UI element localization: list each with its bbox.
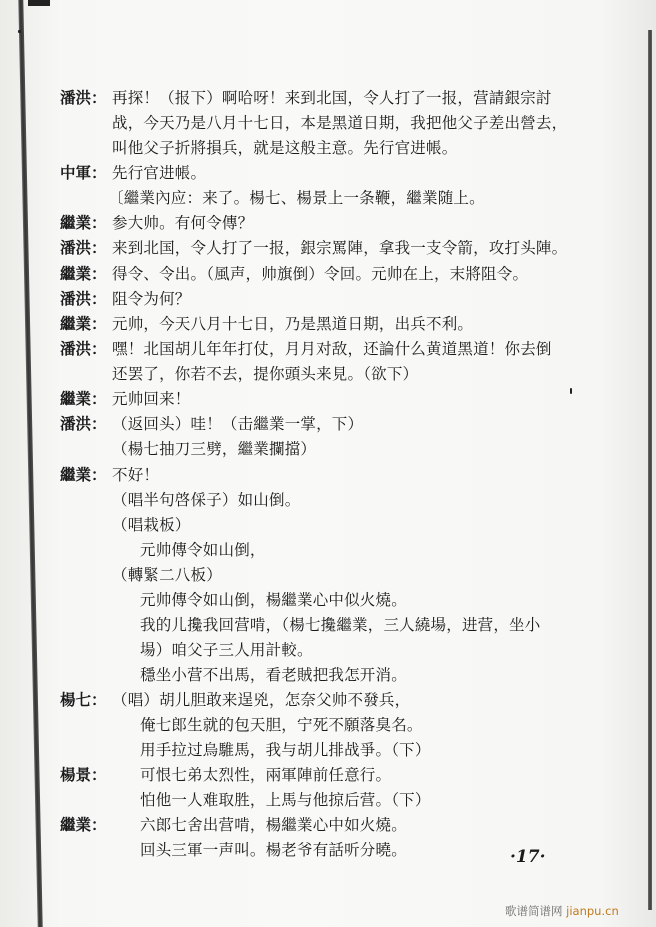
- binding-shadow-left: [18, 0, 42, 927]
- script-line: 回头三軍一声叫。楊老爷有話听分曉。: [140, 841, 407, 859]
- script-line: （轉緊二八板）: [112, 566, 222, 584]
- script-line: 元帅，今天八月十七日，乃是黑道日期，出兵不利。: [112, 315, 474, 333]
- script-line: （唱栽板）: [112, 516, 191, 534]
- speaker-label: 潘洪：: [60, 339, 107, 358]
- speaker-label: 潘洪：: [60, 289, 107, 308]
- speaker-label: 繼業：: [60, 314, 107, 333]
- script-line: 来到北国，令人打了一报，銀宗罵陣，拿我一支令箭，攻打头陣。: [112, 239, 568, 257]
- script-line: （唱）胡儿胆敢来逞兇，怎奈父帅不發兵，: [112, 691, 411, 709]
- page-number: ·17·: [510, 847, 546, 867]
- speaker-label: 繼業：: [60, 264, 107, 283]
- script-line: 俺七郎生就的包天胆，宁死不願落臭名。: [140, 716, 423, 734]
- script-line: 場）咱父子三人用計較。: [140, 641, 313, 659]
- speaker-label: 潘洪：: [60, 88, 107, 107]
- script-line: 先行官进帳。: [112, 164, 207, 182]
- script-line: 参大帅。有何令傳？: [112, 214, 254, 232]
- scan-speck: [18, 30, 21, 33]
- script-line: 叫他父子折將損兵，就是这般主意。先行官进帳。: [112, 139, 458, 157]
- watermark-site-name: 歌谱简谱网: [505, 904, 563, 918]
- speaker-label: 繼業：: [60, 815, 107, 834]
- watermark: [505, 903, 619, 919]
- script-line: （返回头）哇！（击繼業一掌，下）: [112, 415, 364, 433]
- binding-shadow-top: [28, 0, 50, 6]
- speaker-label: 潘洪：: [60, 238, 107, 257]
- watermark-domain: jianpu.cn: [566, 904, 619, 918]
- script-line: 不好！: [112, 466, 160, 484]
- script-line: 战，今天乃是八月十七日，本是黑道日期，我把他父子差出營去，: [112, 114, 568, 132]
- script-line: 还罢了，你若不去，提你頭头来見。（欲下）: [112, 365, 419, 383]
- script-line: 我的儿攙我回营啃，（楊七攙繼業，三人繞場，进营，坐小: [140, 616, 541, 634]
- script-line: 穩坐小营不出馬，看老賊把我怎开消。: [140, 666, 407, 684]
- script-line: （楊七抽刀三劈，繼業攔擋）: [112, 440, 317, 458]
- script-line: 再探！（报下）啊哈呀！来到北国，令人打了一报，营請銀宗討: [112, 89, 552, 107]
- script-line: 可恨七弟太烈性，兩軍陣前任意行。: [140, 766, 392, 784]
- script-line: 用手拉过烏騅馬，我与胡儿排战爭。（下）: [140, 741, 431, 759]
- script-line: 得令、令出。（風声，帅旗倒）令回。元帅在上，末將阻令。: [112, 265, 529, 283]
- script-line: 元帅回来！: [112, 390, 191, 408]
- script-line: 六郎七舍出营啃，楊繼業心中如火燒。: [140, 816, 407, 834]
- speaker-label: 中軍：: [60, 163, 107, 182]
- script-line: 嘿！北国胡儿年年打仗，月月对敌，还論什么黄道黑道！你去倒: [112, 340, 552, 358]
- script-line: （唱半句啓倸子）如山倒。: [112, 491, 301, 509]
- speaker-label: 繼業：: [60, 465, 107, 484]
- script-line: 元帅傳令如山倒，楊繼業心中似火燒。: [140, 591, 407, 609]
- speaker-label: 楊七：: [60, 690, 107, 709]
- script-line: 〔繼業內应：来了。楊七、楊景上一条鞭，繼業随上。: [108, 189, 485, 207]
- speaker-label: 潘洪：: [60, 414, 107, 433]
- scan-speck: [570, 388, 572, 394]
- speaker-label: 楊景：: [60, 765, 107, 784]
- script-line: 阻令为何？: [112, 290, 191, 308]
- speaker-label: 繼業：: [60, 389, 107, 408]
- binding-shadow-right: [648, 30, 652, 910]
- script-line: 元帅傳令如山倒，: [140, 541, 266, 559]
- speaker-label: 繼業：: [60, 213, 107, 232]
- script-line: 怕他一人难取胜，上馬与他掠后营。（下）: [140, 791, 431, 809]
